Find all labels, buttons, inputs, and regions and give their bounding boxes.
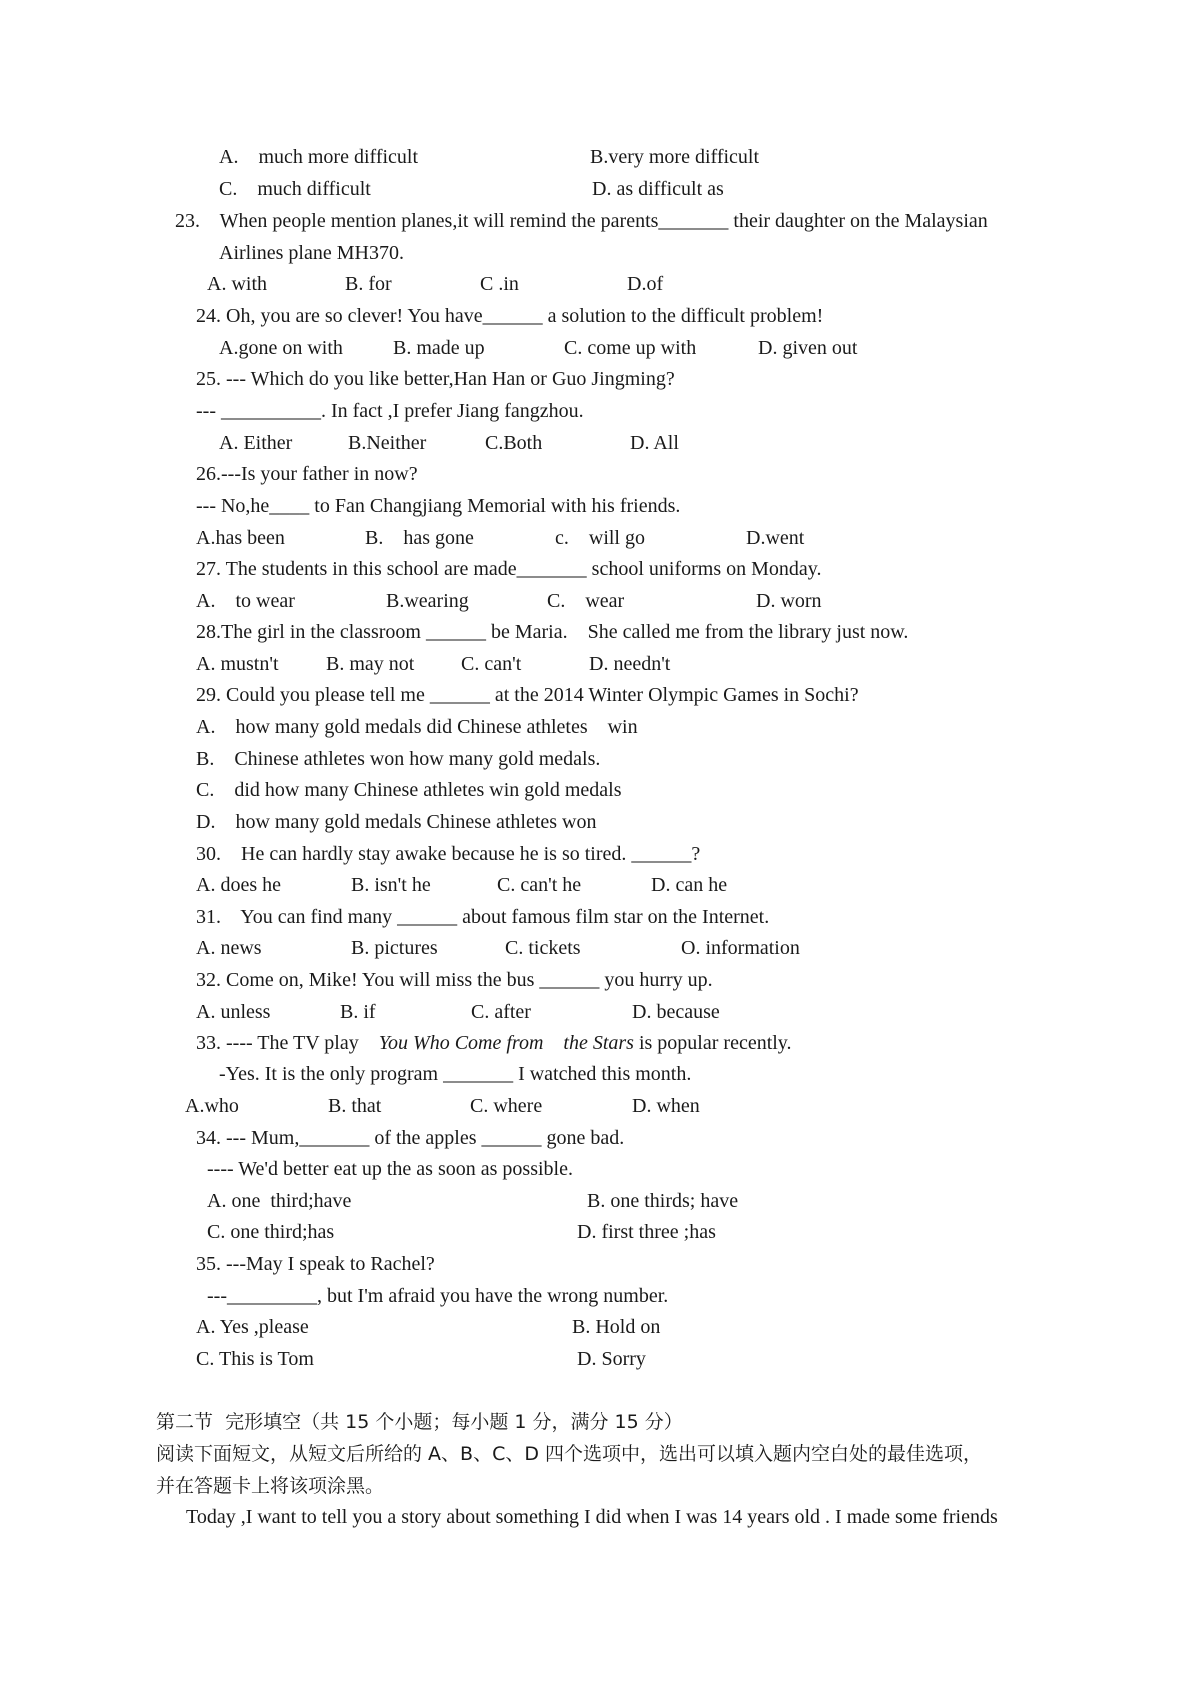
- q24-option-a: A.gone on with: [219, 337, 343, 359]
- q34-stem-line2: ---- We'd better eat up the as soon as possible.: [207, 1158, 573, 1180]
- q35-stem-line1: 35. ---May I speak to Rachel?: [196, 1253, 435, 1275]
- q22-option-c: C. much difficult: [219, 178, 371, 200]
- q31-option-c: C. tickets: [505, 937, 581, 959]
- q35-option-b: B. Hold on: [572, 1316, 661, 1338]
- q25-option-a: A. Either: [219, 432, 293, 454]
- q28-option-d: D. needn't: [589, 653, 671, 675]
- q28-option-b: B. may not: [326, 653, 415, 675]
- q25-option-b: B.Neither: [348, 432, 427, 454]
- q23-stem-line1: 23. When people mention planes,it will remind the parents_______ their daughter on the Malaysian: [175, 210, 988, 232]
- q32-option-a: A. unless: [196, 1001, 271, 1023]
- q34-option-a: A. one third;have: [207, 1190, 352, 1212]
- q27-option-c: C. wear: [547, 590, 625, 612]
- q25-option-d: D. All: [630, 432, 679, 454]
- q26-stem-line2: --- No,he____ to Fan Changjiang Memorial with his friends.: [196, 495, 681, 517]
- q24-option-b: B. made up: [393, 337, 485, 359]
- q35-option-a: A. Yes ,please: [196, 1316, 309, 1338]
- section2-heading: 第二节 完形填空（共 15 个小题；每小题 1 分，满分 15 分）: [156, 1411, 683, 1433]
- q28-stem: 28.The girl in the classroom ______ be Maria. She called me from the library just now.: [196, 621, 909, 643]
- q30-option-c: C. can't he: [497, 874, 582, 896]
- q23-option-b: B. for: [345, 273, 392, 295]
- q32-option-d: D. because: [632, 1001, 720, 1023]
- q26-option-c: c. will go: [555, 527, 645, 549]
- section2-instruction-line1: 阅读下面短文，从短文后所给的 A、B、C、D 四个选项中，选出可以填入题内空白处的最佳选项，: [156, 1443, 983, 1465]
- q35-option-d: D. Sorry: [577, 1348, 646, 1370]
- q35-stem-line2: ---_________, but I'm afraid you have the wrong number.: [207, 1285, 669, 1307]
- q23-option-d: D.of: [627, 273, 664, 295]
- q33-option-b: B. that: [328, 1095, 382, 1117]
- q29-option-b: B. Chinese athletes won how many gold medals.: [196, 748, 601, 770]
- q28-option-a: A. mustn't: [196, 653, 279, 675]
- q29-option-d: D. how many gold medals Chinese athletes won: [196, 811, 597, 833]
- q22-option-a: A. much more difficult: [219, 146, 419, 168]
- q27-option-b: B.wearing: [386, 590, 469, 612]
- q31-stem: 31. You can find many ______ about famous film star on the Internet.: [196, 906, 770, 928]
- q28-option-c: C. can't: [461, 653, 522, 675]
- q30-option-d: D. can he: [651, 874, 728, 896]
- q31-option-d: O. information: [681, 937, 800, 959]
- q33-stem-line1: [196, 1031, 792, 1055]
- q33-option-a: A.who: [185, 1095, 239, 1117]
- q30-stem: 30. He can hardly stay awake because he is so tired. ______?: [196, 843, 701, 865]
- q24-option-d: D. given out: [758, 337, 858, 359]
- q30-option-b: B. isn't he: [351, 874, 431, 896]
- q33-stem-prefix: 33. ---- The TV play: [196, 1032, 379, 1054]
- q31-option-a: A. news: [196, 937, 262, 959]
- q26-option-d: D.went: [746, 527, 805, 549]
- q29-stem: 29. Could you please tell me ______ at the 2014 Winter Olympic Games in Sochi?: [196, 684, 859, 706]
- q23-stem-line2: Airlines plane MH370.: [219, 242, 404, 264]
- q22-option-d: D. as difficult as: [592, 178, 724, 200]
- q26-option-b: B. has gone: [365, 527, 474, 549]
- q26-option-a: A.has been: [196, 527, 285, 549]
- q33-option-c: C. where: [470, 1095, 543, 1117]
- q26-stem-line1: 26.---Is your father in now?: [196, 463, 418, 485]
- q34-stem-line1: 34. --- Mum,_______ of the apples ______ gone bad.: [196, 1127, 625, 1149]
- q27-stem: 27. The students in this school are made_______ school uniforms on Monday.: [196, 558, 822, 580]
- q35-option-c: C. This is Tom: [196, 1348, 314, 1370]
- q34-option-d: D. first three ;has: [577, 1221, 716, 1243]
- q33-stem-suffix: is popular recently.: [633, 1032, 792, 1054]
- q32-stem: 32. Come on, Mike! You will miss the bus ______ you hurry up.: [196, 969, 713, 991]
- section2-instruction-line2: 并在答题卡上将该项涂黑。: [156, 1475, 385, 1497]
- passage-first-line: Today ,I want to tell you a story about something I did when I was 14 years old . I made some friends: [186, 1506, 998, 1528]
- q30-option-a: A. does he: [196, 874, 281, 896]
- q27-option-d: D. worn: [756, 590, 822, 612]
- q27-option-a: A. to wear: [196, 590, 295, 612]
- q24-option-c: C. come up with: [564, 337, 697, 359]
- q23-option-a: A. with: [207, 273, 267, 295]
- q25-option-c: C.Both: [485, 432, 543, 454]
- q34-option-b: B. one thirds; have: [587, 1190, 739, 1212]
- q25-stem-line1: 25. --- Which do you like better,Han Han or Guo Jingming?: [196, 368, 675, 390]
- q33-option-d: D. when: [632, 1095, 700, 1117]
- q32-option-b: B. if: [340, 1001, 376, 1023]
- q29-option-a: A. how many gold medals did Chinese athletes win: [196, 716, 638, 738]
- q24-stem: 24. Oh, you are so clever! You have______ a solution to the difficult problem!: [196, 305, 824, 327]
- q31-option-b: B. pictures: [351, 937, 438, 959]
- q32-option-c: C. after: [471, 1001, 531, 1023]
- q34-option-c: C. one third;has: [207, 1221, 335, 1243]
- q33-stem-title: You Who Come from the Stars: [378, 1032, 634, 1054]
- q23-option-c: C .in: [480, 273, 519, 295]
- q29-option-c: C. did how many Chinese athletes win gold medals: [196, 779, 622, 801]
- q33-stem-line2: -Yes. It is the only program _______ I watched this month.: [219, 1063, 692, 1085]
- q22-option-b: B.very more difficult: [590, 146, 760, 168]
- q25-stem-line2: --- __________. In fact ,I prefer Jiang fangzhou.: [196, 400, 584, 422]
